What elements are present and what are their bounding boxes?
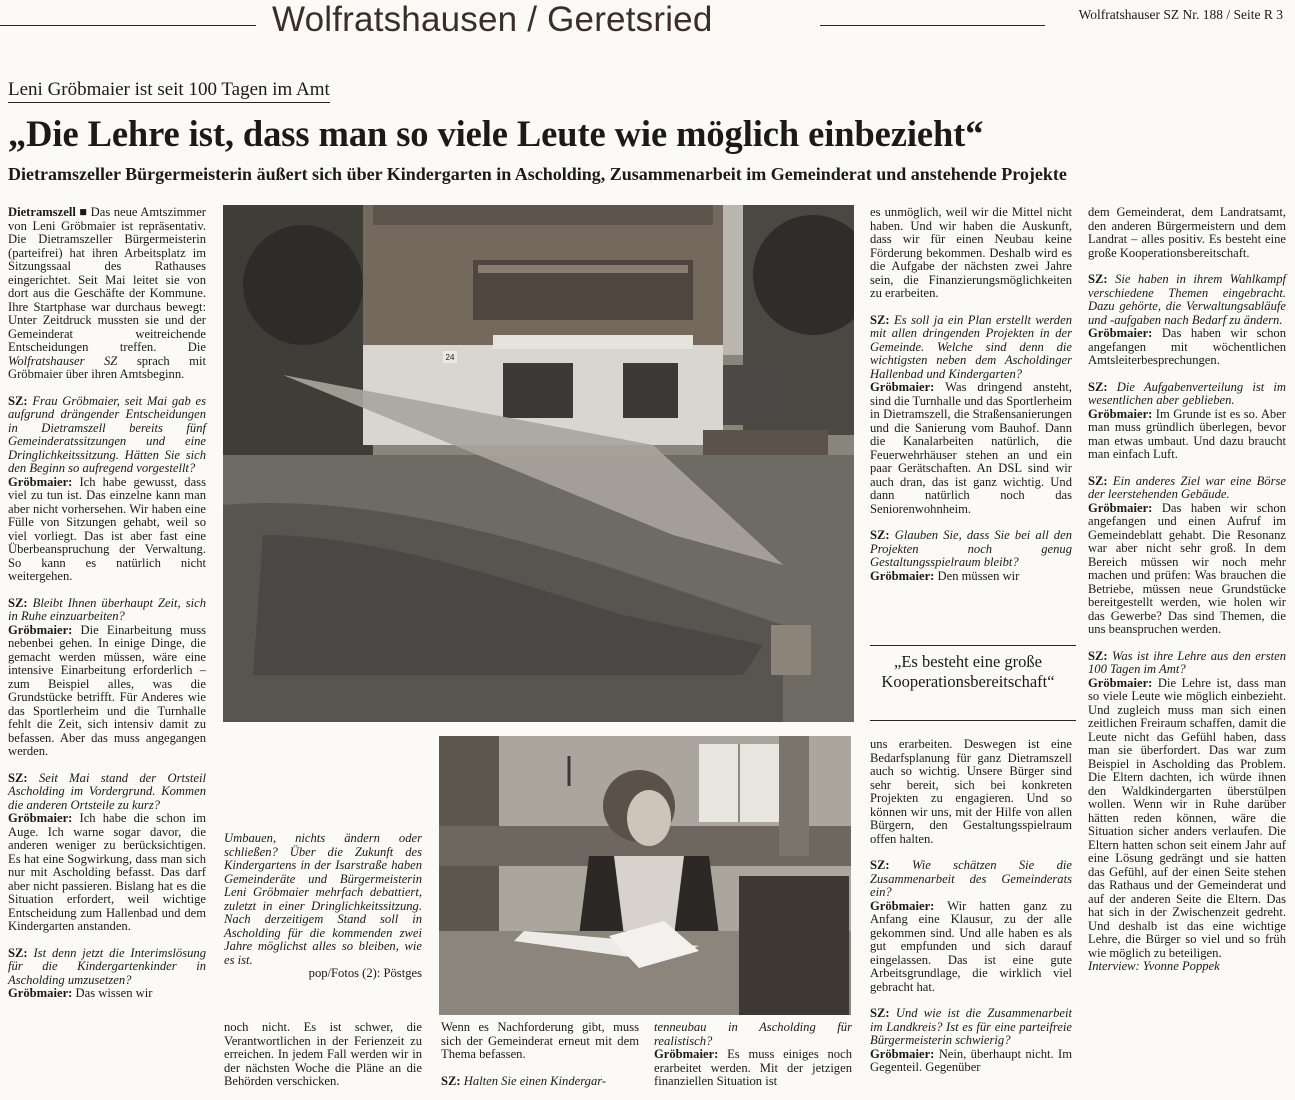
- question-text: Ist denn jetzt die Interimslösung für die Kindergartenkinder in Ascholding umzusetzen?: [8, 945, 206, 987]
- dateline: Dietramszell: [8, 205, 76, 219]
- question-10: [1088, 381, 1286, 408]
- section-title: Wolfratshausen / Geretsried: [272, 0, 713, 39]
- answer-text: Das haben wir schon angefangen mit wöchentlichen Amtsleiterbesprechungen.: [1088, 326, 1286, 367]
- interviewer-credit: Interview: Yvonne Poppek: [1088, 959, 1220, 973]
- question-label: SZ:: [870, 858, 890, 872]
- kicker: Leni Gröbmaier ist seit 100 Tagen im Amt: [8, 79, 330, 103]
- answer-4: [8, 987, 206, 1001]
- kindergarten-photo-image: [223, 205, 854, 722]
- kindergarten-photo: [223, 205, 854, 722]
- answer-label: Gröbmaier:: [654, 1047, 719, 1061]
- masthead-rule-right: [820, 25, 1045, 26]
- question-text: Und wie ist die Zusammenarbeit im Landkreis? Ist es für eine parteifreie Bürgermeisterin schwierig?: [870, 1006, 1072, 1047]
- question-continuation: tenneubau in Ascholding für realistisch?: [654, 1020, 852, 1048]
- question-text: Sie haben in ihrem Wahlkampf verschiedene Themen eingebracht. Dazu gehörte, die Verwaltungsabläufe und -aufgaben nach Bedarf zu ändern.: [1088, 272, 1286, 327]
- question-label: SZ:: [441, 1073, 461, 1088]
- answer-1: [8, 476, 206, 584]
- question-text: Die Aufgabenverteilung ist im wesentlichen aber geblieben.: [1088, 379, 1286, 407]
- column-2-bottom: [224, 1021, 422, 1089]
- answer-label: Gröbmaier:: [870, 1046, 935, 1061]
- answer-label: Gröbmaier:: [1088, 326, 1153, 340]
- answer-text: Nein, überhaupt nicht. Im Gegenteil. Gegenüber: [870, 1046, 1072, 1074]
- question-text: Glauben Sie, dass Sie bei all den Projekten noch genug Gestaltungsspielraum bleibt?: [870, 528, 1072, 569]
- answer-label: Gröbmaier:: [8, 811, 73, 825]
- question-9: [1088, 273, 1286, 327]
- column-6: [1088, 206, 1286, 974]
- question-text: Es soll ja ein Plan erstellt werden mit allen dringenden Projekten in der Gemeinde. Welche sind denn die wichtigsten neben dem Ascholdinger Hallenbad und Kindergarten?: [870, 312, 1072, 381]
- question-3: [8, 772, 206, 813]
- masthead-rule-left: [0, 25, 256, 26]
- answer-text: Ich habe gewusst, dass viel zu tun ist. Das einzelne kann man aber nicht vorhersehen. Wir haben eine Fülle von Sitzungen gehabt, weil so viel vorliegt. Das ist aber fast eine Überbeanspruchung der Verwaltung. So kann es natürlich nicht weitergehen.: [8, 474, 206, 583]
- answer-11: [1088, 502, 1286, 637]
- question-text: Bleibt Ihnen überhaupt Zeit, sich in Ruhe einzuarbeiten?: [8, 595, 206, 623]
- question-label: SZ:: [1088, 272, 1108, 286]
- caption-text: Umbauen, nichts ändern oder schließen? Über die Zukunft des Kindergartens in der Isarstraße haben Gemeinderäte und Bürgermeisterin Leni Gröbmaier mehrfach debattiert, zuletzt in einer Dringlichkeitssitzung. Nach derzeitigem Stand soll in Ascholding für die kommenden zwei Jahre möglichst alles so bleiben, wie es ist.: [224, 831, 422, 967]
- answer-text: Es muss einiges noch erarbeitet werden. Mit der jetzigen finanziellen Situation ist: [654, 1047, 852, 1088]
- column-5-paragraph-1: es unmöglich, weil wir die Mittel nicht haben. Und wir haben die Auskunft, dass wir für einen Neubau keine Förderung bekommen. Deshalb wird es die Aufgabe der nächsten zwei Jahre sein, die Finanzierungsmöglichkeiten zu erarbeiten.: [870, 205, 1072, 300]
- question-2: [8, 597, 206, 624]
- answer-7: [870, 900, 1072, 995]
- intro-paragraph: [8, 206, 206, 382]
- answer-text: Wir hatten ganz zu Anfang eine Klausur, zu der alle gekommen sind. Und alle haben es als gut empfunden und sich darauf eingelassen. Das ist eine gute Arbeitsgrundlage, die wirklich viel gebracht hat.: [870, 898, 1072, 994]
- answer-3: [8, 812, 206, 934]
- page-info: Wolfratshauser SZ Nr. 188 / Seite R 3: [1078, 7, 1283, 22]
- answer-6: [870, 570, 1072, 584]
- answer-5: [870, 381, 1072, 516]
- answer-label: Gröbmaier:: [1088, 406, 1153, 421]
- question-7: [870, 859, 1072, 900]
- answer-2: [8, 624, 206, 759]
- column-3-bottom: [441, 1021, 639, 1088]
- column-4-bottom: [654, 1021, 852, 1089]
- question-label: SZ:: [870, 528, 890, 542]
- dateline-square-icon: ■: [79, 205, 88, 219]
- question-6: [870, 529, 1072, 570]
- question-label: SZ:: [8, 770, 28, 785]
- answer-label: Gröbmaier:: [870, 898, 935, 913]
- question-12: [1088, 650, 1286, 677]
- question-label: SZ:: [1088, 473, 1108, 488]
- answer-label: Gröbmaier:: [1088, 675, 1153, 690]
- question-label: SZ:: [1088, 379, 1108, 394]
- mayor-portrait-photo: [439, 736, 851, 1015]
- answer-text: Den müssen wir: [934, 568, 1020, 583]
- answer-label: Gröbmaier:: [1088, 500, 1153, 515]
- column-5: [870, 206, 1072, 583]
- answer-10: [1088, 408, 1286, 462]
- question-text: Ein anderes Ziel war eine Börse der leerstehenden Gebäude.: [1088, 473, 1286, 501]
- column-5-lower: [870, 738, 1072, 1075]
- answer-text: Das haben wir schon angefangen und einen Aufruf im Gemeindeblatt gehabt. Die Resonanz war aber nicht sehr groß. In dem Bereich müssen wir noch mehr machen und prüfen: Was brauchen die Betriebe, müssen neue Grundstücke bereitgestellt werden, wie holen wir das Gewerbe? Das sind Themen, die uns beanspruchen werden.: [1088, 500, 1286, 636]
- column-3-bottom-text: Wenn es Nachforderung gibt, muss sich der Gemeinderat erneut mit dem Thema befassen.: [441, 1020, 639, 1061]
- answer-text: Das wissen wir: [72, 986, 153, 1000]
- intro-text: Das neue Amtszimmer von Leni Gröbmaier ist repräsentativ. Die Dietramszeller Bürgermeisterin (parteifrei) hat ihren Arbeitsplatz im Sitzungssaal des Rathauses eingerichtet. Seit Mai leitet sie von dort aus die Geschäfte der Kommune. Ihre Startphase war durchaus bewegt: Unter Zeitdruck mussten sie und der Gemeinderat weitreichende Entscheidungen treffen. Die: [8, 205, 206, 354]
- pull-quote: „Es besteht eine große Kooperationsbereitschaft“: [881, 652, 1055, 691]
- question-4: [8, 947, 206, 988]
- question-text: Wie schätzen Sie die Zusammenarbeit des Gemeinderats ein?: [870, 858, 1072, 899]
- answer-kindergarten: [654, 1048, 852, 1089]
- pull-quote-rule-bottom: [870, 720, 1076, 721]
- answer-label: Gröbmaier:: [870, 568, 935, 583]
- photo-caption: [224, 832, 422, 981]
- question-text: Was ist ihre Lehre aus den ersten 100 Tagen im Amt?: [1088, 648, 1286, 676]
- answer-label: Gröbmaier:: [8, 986, 73, 1000]
- column-6-paragraph-1: dem Gemeinderat, dem Landratsamt, den anderen Bürgermeistern und dem Landrat – alles positiv. Es besteht eine große Kooperationsbereitschaft.: [1088, 205, 1286, 260]
- photo-credit: pop/Fotos (2): Pöstges: [308, 966, 422, 980]
- mayor-portrait-image: [439, 736, 851, 1015]
- answer-text: Im Grunde ist es so. Aber man muss gründlich überlegen, bevor man etwas umbaut. Und dazu braucht man einfach Luft.: [1088, 406, 1286, 461]
- answer-8: [870, 1048, 1072, 1075]
- answer-12: [1088, 677, 1286, 961]
- question-11: [1088, 475, 1286, 502]
- question-1: [8, 395, 206, 476]
- answer-9: [1088, 327, 1286, 368]
- question-label: SZ:: [8, 595, 28, 610]
- column-5-paragraph-2: uns erarbeiten. Deswegen ist eine Bedarfsplanung für ganz Dietramszell auch so wichtig. Unsere Bürger sind sehr bereit, sich bei konkreten Projekten zu engagieren. Und so können wir uns, mit der Hilfe von allen Bürgern, den Gestaltungsspielraum offen halten.: [870, 737, 1072, 846]
- question-label: SZ:: [870, 1006, 890, 1020]
- answer-text: Was dringend ansteht, sind die Turnhalle und das Sportlerheim in Dietramszell, die Straßensanierungen und die Sanierung vom Bauhof. Dann die Kanalarbeiten natürlich, die Feuerwehrhäuser stehen an und ein paar Gerätschaften. An DSL sind wir auch dran, das ist ganz wichtig. Und dann natürlich noch das Seniorenwohnheim.: [870, 380, 1072, 516]
- answer-text: Ich habe die schon im Auge. Ich warne sogar davor, die anderen weniger zu berücksichtigen. Es hat eine Sogwirkung, dass man sich nur mit Ascholding befasst. Das darf aber nicht passieren. Bislang hat es die Situation erfordert, weil wichtige Entscheidung zum Hallenbad und dem Kindergarten anstanden.: [8, 811, 206, 933]
- question-text: Halten Sie einen Kindergar-: [460, 1073, 607, 1088]
- headline: „Die Lehre ist, dass man so viele Leute wie möglich einbezieht“: [8, 113, 984, 154]
- intro-text-end: sprach mit Gröbmaier über ihren Amtsbeginn.: [8, 353, 206, 381]
- answer-label: Gröbmaier:: [870, 380, 935, 394]
- question-label: SZ:: [8, 945, 28, 960]
- pull-quote-rule-top: [870, 645, 1076, 646]
- question-8: [870, 1007, 1072, 1048]
- answer-label: Gröbmaier:: [8, 474, 73, 489]
- question-label: SZ:: [8, 393, 28, 408]
- question-text: Seit Mai stand der Ortsteil Ascholding im Vordergrund. Kommen die anderen Ortsteile zu kurz?: [8, 770, 206, 812]
- house-number: 24: [445, 353, 455, 362]
- subhead: Dietramszeller Bürgermeisterin äußert sich über Kindergarten in Ascholding, Zusammenarbeit im Gemeinderat und anstehende Projekte: [8, 164, 1067, 184]
- question-kindergarten: [441, 1075, 639, 1089]
- question-text: Frau Gröbmaier, seit Mai gab es aufgrund drängender Entscheidungen in Dietramszell bereits fünf Gemeinderatssitzungen und eine Dringlichkeitssitzung. Hätten Sie sich den Beginn so aufregend vorgestellt?: [8, 393, 206, 475]
- column-2-bottom-text: noch nicht. Es ist schwer, die Verantwortlichen in der Ferienzeit zu erreichen. In jedem Fall werden wir in der nächsten Woche die Pläne an die Behörden verschicken.: [224, 1020, 422, 1088]
- answer-text: Die Einarbeitung muss nebenbei gehen. In einige Dinge, die gemacht werden müssen, wäre eine intensive Einarbeitung erforderlich – zum Beispiel alles, was die Grundstücke betrifft. Für Anderes wie das Sportlerheim und die Turnhalle fehlt die Zeit, sich intensiv damit zu befassen. Aber das muss angegangen werden.: [8, 622, 206, 758]
- question-5: [870, 314, 1072, 382]
- intro-paper-name: Wolfratshauser SZ: [8, 353, 118, 368]
- question-label: SZ:: [1088, 648, 1108, 663]
- answer-text: Die Lehre ist, dass man so viele Leute wie möglich einbezieht. Und zugleich muss man sich einen zeitlichen Freiraum schaffen, damit die Leute nicht das Gefühl haben, dass man sie überfordert. Das war zum Beispiel in Ascholding das Problem. Die Eltern dachten, ich würde ihnen den Waldkindergarten überstülpen wollen. Wenn wir in Ruhe darüber hätten reden können, wäre die Situation sicher anders verlaufen. Die Eltern hatten schon seit einem Jahr auf eine Lösung gedrängt und sie hatten das Gefühl, auf der einen Seite stehen das Rathaus und der Gemeinderat und auf der anderen Seite die Eltern. Das hat sich in der Zwischenzeit gedreht. Und deshalb ist das eine wichtige Lehre, die Bürger so viel und so früh wie möglich zu beteiligen.: [1088, 675, 1286, 960]
- column-1: [8, 206, 206, 1001]
- answer-label: Gröbmaier:: [8, 622, 73, 637]
- question-label: SZ:: [870, 312, 890, 327]
